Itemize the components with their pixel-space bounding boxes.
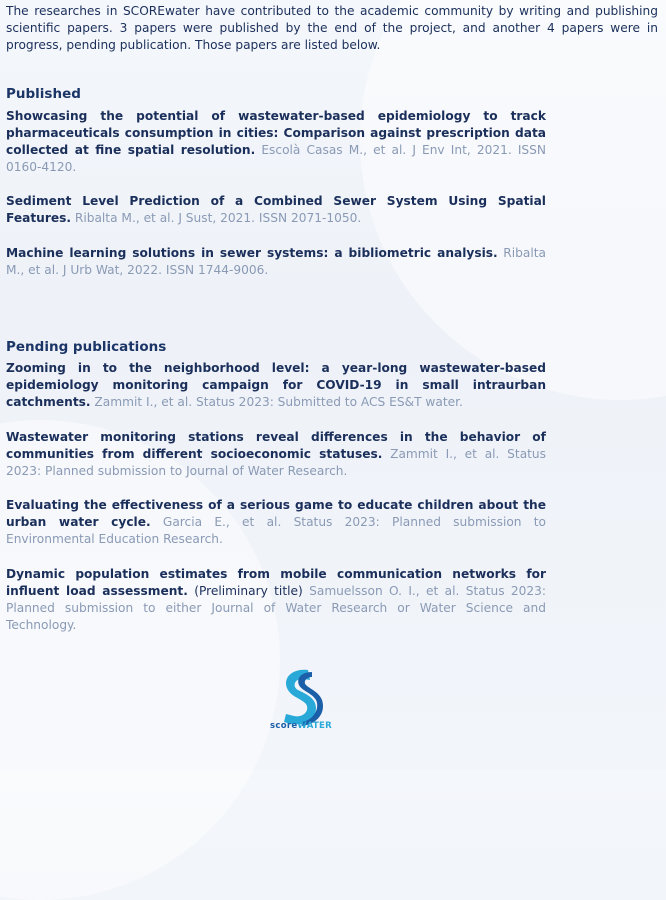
- publication-title: Sediment Level Prediction of a Combined Sewer System Using Spatial Features.: [6, 194, 546, 225]
- publication-entry: [6, 566, 546, 634]
- background-shape: [0, 420, 280, 900]
- publication-citation: Ribalta M., et al. J Sust, 2021. ISSN 2071-1050.: [74, 211, 362, 225]
- publication-citation: Samuelsson O. I., et al. Status 2023: Planned submission to either Journal of Water Research or Water Science and Technology.: [6, 584, 547, 632]
- publication-citation: Zammit I., et al. Status 2023: Planned submission to Journal of Water Research.: [6, 447, 547, 478]
- publication-title: Zooming in to the neighborhood level: a year-long wastewater-based epidemiology monitoring campaign for COVID-19 in small intraurban catchments.: [6, 361, 546, 409]
- publication-citation: Garcia E., et al. Status 2023: Planned submission to Environmental Education Research.: [6, 515, 547, 546]
- publication-entry: [6, 497, 546, 548]
- publication-title: Showcasing the potential of wastewater-based epidemiology to track pharmaceuticals consumption in cities: Comparison against prescription data collected at fine spatial resolution.: [6, 109, 546, 157]
- publication-title: Evaluating the effectiveness of a serious game to educate children about the urban water cycle.: [6, 498, 546, 529]
- publication-note: (Preliminary title): [194, 584, 303, 598]
- publication-title: Dynamic population estimates from mobile communication networks for influent load assessment.: [6, 567, 546, 598]
- publication-citation: Zammit I., et al. Status 2023: Submitted to ACS ES&T water.: [94, 395, 463, 409]
- publication-entry: [6, 429, 546, 480]
- publication-entry: [6, 108, 546, 176]
- publication-entry: [6, 193, 546, 227]
- publication-title: Wastewater monitoring stations reveal differences in the behavior of communities from different socioeconomic statuses.: [6, 430, 546, 461]
- publication-citation: Escolà Casas M., et al. J Env Int, 2021. ISSN 0160-4120.: [6, 143, 546, 174]
- scorewater-wordmark: scoreWATER: [270, 721, 332, 731]
- publication-title: Machine learning solutions in sewer systems: a bibliometric analysis.: [6, 246, 498, 260]
- published-heading: Published: [6, 86, 81, 102]
- publication-entry: [6, 245, 546, 279]
- publication-entry: [6, 360, 546, 411]
- publication-citation: Ribalta M., et al. J Urb Wat, 2022. ISSN 1744-9006.: [6, 246, 546, 277]
- intro-paragraph: The researches in SCOREwater have contributed to the academic community by writing and publishing scientific papers. 3 papers were published by the end of the project, and another 4 papers were in progress, pending publication. Those papers are listed below.: [6, 4, 658, 52]
- pending-heading: Pending publications: [6, 339, 167, 355]
